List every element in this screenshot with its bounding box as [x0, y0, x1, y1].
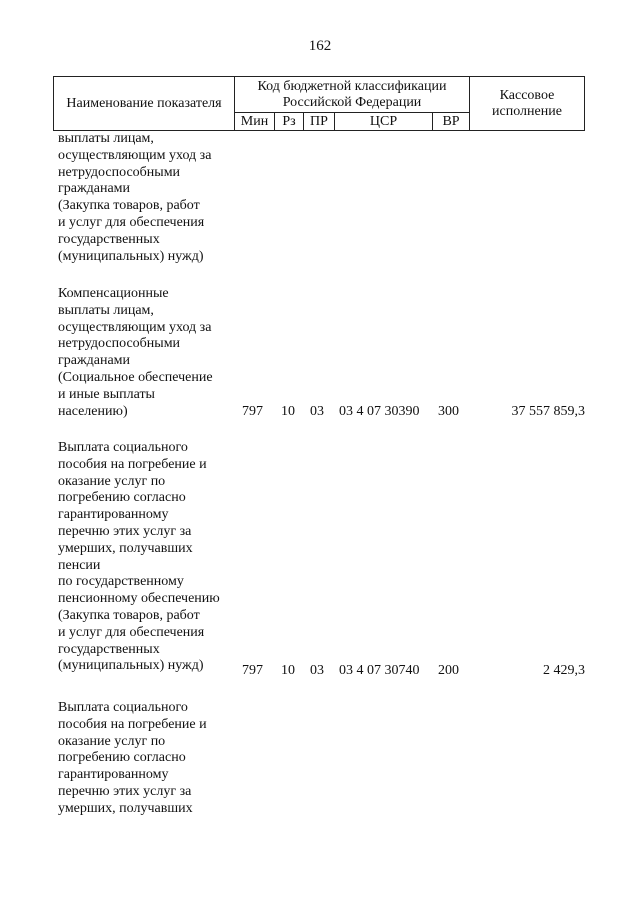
table-cell-pr: 03: [310, 404, 324, 419]
table-row-name: Выплата социального пособия на погребение и оказание услуг по погребению согласно гарантированному перечню этих услуг за умерших, получавших: [58, 700, 207, 816]
table-row-name: выплаты лицам, осуществляющим уход за нетрудоспособными гражданами (Закупка товаров, работ и услуг для обеспечения государственных (муниципальных) нужд): [58, 131, 212, 264]
header-csr-column: ЦСР: [334, 112, 433, 131]
table-cell-rz: 10: [281, 404, 295, 419]
header-rz-column: Рз: [274, 112, 304, 131]
table-cell-min: 797: [242, 404, 263, 419]
table-cell-pr: 03: [310, 663, 324, 678]
table-row-name: Выплата социального пособия на погребение и оказание услуг по погребению согласно гарантированному перечню этих услуг за умерших, получавших пенсии по государственному пенсионному обеспечению (Закупка товаров, работ и услуг для обеспечения государственных (муниципальных) нужд): [58, 440, 220, 674]
table-row-name: Компенсационные выплаты лицам, осуществляющим уход за нетрудоспособными гражданами (Социальное обеспечение и иные выплаты населению): [58, 286, 213, 419]
header-code-column: Код бюджетной классификации Российской Федерации: [234, 76, 470, 113]
table-cell-amount: 37 557 859,3: [511, 404, 585, 419]
table-cell-amount: 2 429,3: [543, 663, 585, 678]
header-pr-column: ПР: [303, 112, 335, 131]
header-name-column: Наименование показателя: [53, 76, 235, 131]
table-cell-csr: 03 4 07 30740: [339, 663, 420, 678]
header-min-column: Мин: [234, 112, 275, 131]
table-cell-csr: 03 4 07 30390: [339, 404, 420, 419]
header-execution-column: Кассовое исполнение: [469, 76, 585, 131]
page-number: 162: [308, 38, 332, 54]
table-cell-vr: 200: [438, 663, 459, 678]
table-cell-vr: 300: [438, 404, 459, 419]
table-cell-rz: 10: [281, 663, 295, 678]
table-cell-min: 797: [242, 663, 263, 678]
header-vr-column: ВР: [432, 112, 470, 131]
